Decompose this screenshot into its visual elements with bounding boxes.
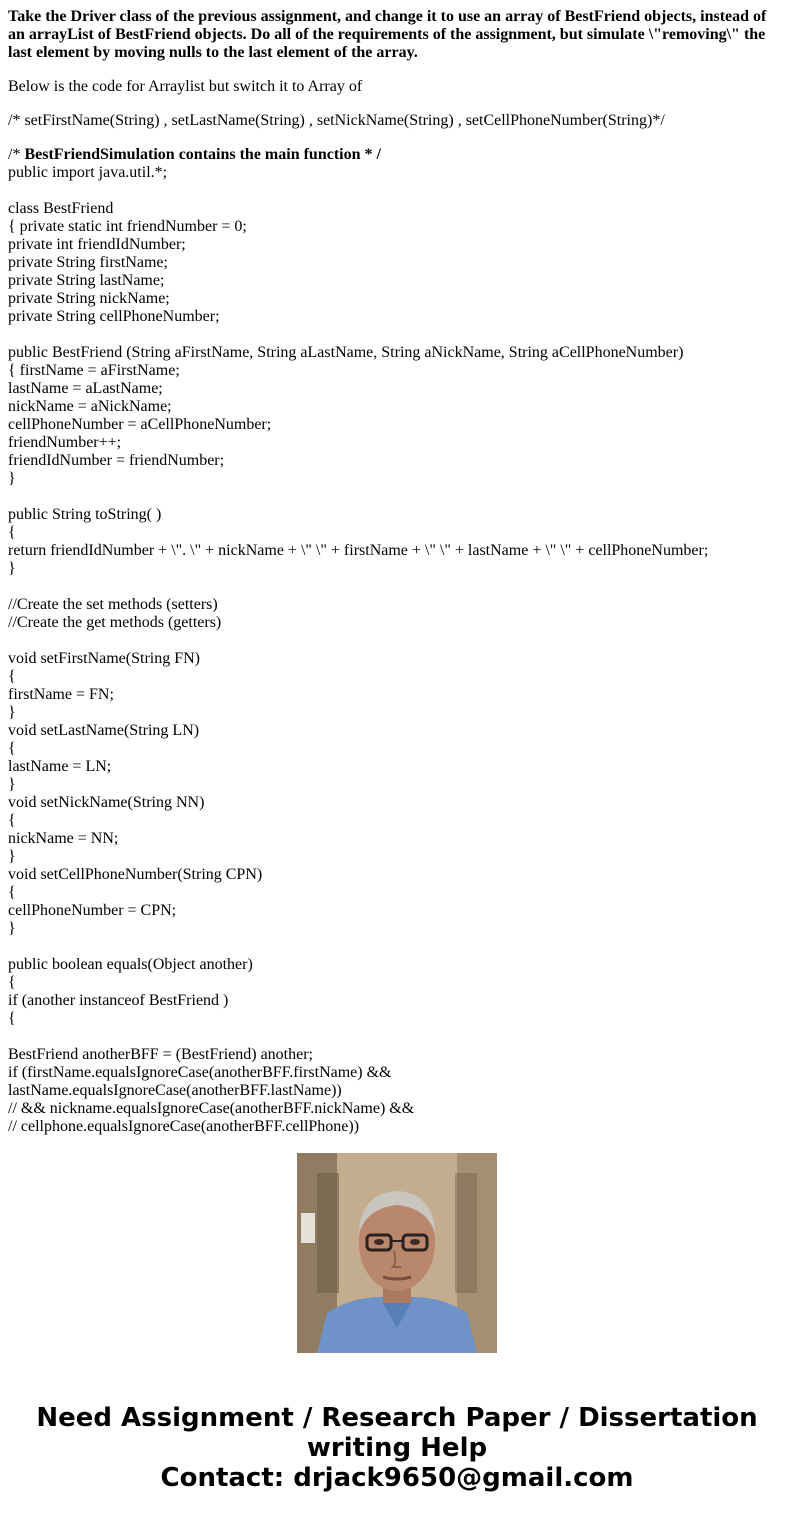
code-line: [8, 938, 786, 956]
author-avatar: [297, 1153, 497, 1353]
code-line: {: [8, 740, 16, 757]
code-line: lastName.equalsIgnoreCase(anotherBFF.lastName)): [8, 1082, 342, 1099]
code-line: {: [8, 884, 16, 901]
code-line: [8, 578, 786, 596]
main-comment-prefix: /*: [8, 146, 25, 163]
code-line: }: [8, 704, 16, 721]
code-line: public BestFriend (String aFirstName, String aLastName, String aNickName, String aCellPhoneNumber): [8, 344, 684, 361]
code-line: private String nickName;: [8, 290, 170, 307]
code-line: private String lastName;: [8, 272, 165, 289]
code-line: if (firstName.equalsIgnoreCase(anotherBFF.firstName) &&: [8, 1064, 392, 1081]
code-line: cellPhoneNumber = aCellPhoneNumber;: [8, 416, 272, 433]
setters-comment: /* setFirstName(String) , setLastName(String) , setNickName(String) , setCellPhoneNumber(String)*/: [8, 112, 665, 129]
code-block: [8, 146, 786, 1136]
code-line: private String firstName;: [8, 254, 168, 271]
question-title: Take the Driver class of the previous assignment, and change it to use an array of BestFriend objects, instead of an arrayList of BestFriend objects. Do all of the requirements of the assignment, but simulate \"removing\" the last element by moving nulls to the last element of the array.: [8, 8, 767, 61]
code-line: lastName = LN;: [8, 758, 112, 775]
code-line: [8, 488, 786, 506]
code-line: {: [8, 668, 16, 685]
avatar-portrait: [297, 1153, 497, 1353]
code-line: friendIdNumber = friendNumber;: [8, 452, 225, 469]
code-line: friendNumber++;: [8, 434, 122, 451]
code-line: public String toString( ): [8, 506, 162, 523]
code-line: [8, 1028, 786, 1046]
code-line: nickName = aNickName;: [8, 398, 172, 415]
footer-line-2: writing Help: [306, 1433, 488, 1463]
intro-text: Below is the code for Arraylist but switch it to Array of: [8, 78, 363, 95]
code-line: [8, 632, 786, 650]
code-line: void setLastName(String LN): [8, 722, 200, 739]
code-line: void setFirstName(String FN): [8, 650, 200, 667]
code-line: [8, 182, 786, 200]
code-line: void setCellPhoneNumber(String CPN): [8, 866, 263, 883]
code-line: lastName = aLastName;: [8, 380, 163, 397]
footer-contact-email: Contact: drjack9650@gmail.com: [160, 1463, 634, 1493]
code-line: {: [8, 812, 16, 829]
code-line: firstName = FN;: [8, 686, 114, 703]
main-comment-bold: BestFriendSimulation contains the main function * /: [24, 146, 381, 163]
main-comment-line: [8, 146, 786, 164]
code-line: { firstName = aFirstName;: [8, 362, 180, 379]
code-line: // cellphone.equalsIgnoreCase(anotherBFF.cellPhone)): [8, 1118, 360, 1135]
code-line: return friendIdNumber + \". \" + nickName + \" \" + firstName + \" \" + lastName + \" \" + cellPhoneNumber;: [8, 542, 709, 559]
code-line: { private static int friendNumber = 0;: [8, 218, 247, 235]
code-line: cellPhoneNumber = CPN;: [8, 902, 177, 919]
code-line: {: [8, 1010, 16, 1027]
code-line: if (another instanceof BestFriend ): [8, 992, 229, 1009]
footer-contact: [0, 1403, 794, 1493]
question-content: [8, 8, 786, 1135]
code-lines: [8, 164, 786, 1136]
code-line: nickName = NN;: [8, 830, 119, 847]
code-line: BestFriend anotherBFF = (BestFriend) another;: [8, 1046, 313, 1063]
code-line: }: [8, 560, 16, 577]
code-line: {: [8, 974, 16, 991]
code-line: {: [8, 524, 16, 541]
code-line: }: [8, 848, 16, 865]
code-line: void setNickName(String NN): [8, 794, 205, 811]
code-line: //Create the get methods (getters): [8, 614, 222, 631]
code-line: }: [8, 470, 16, 487]
footer-line-1: Need Assignment / Research Paper / Dissertation: [36, 1403, 758, 1433]
code-line: private String cellPhoneNumber;: [8, 308, 220, 325]
code-line: [8, 326, 786, 344]
code-line: public boolean equals(Object another): [8, 956, 253, 973]
code-line: private int friendIdNumber;: [8, 236, 186, 253]
code-line: // && nickname.equalsIgnoreCase(anotherBFF.nickName) &&: [8, 1100, 415, 1117]
code-line: }: [8, 920, 16, 937]
code-line: //Create the set methods (setters): [8, 596, 218, 613]
code-line: class BestFriend: [8, 200, 114, 217]
code-line: }: [8, 776, 16, 793]
code-line: public import java.util.*;: [8, 164, 168, 181]
